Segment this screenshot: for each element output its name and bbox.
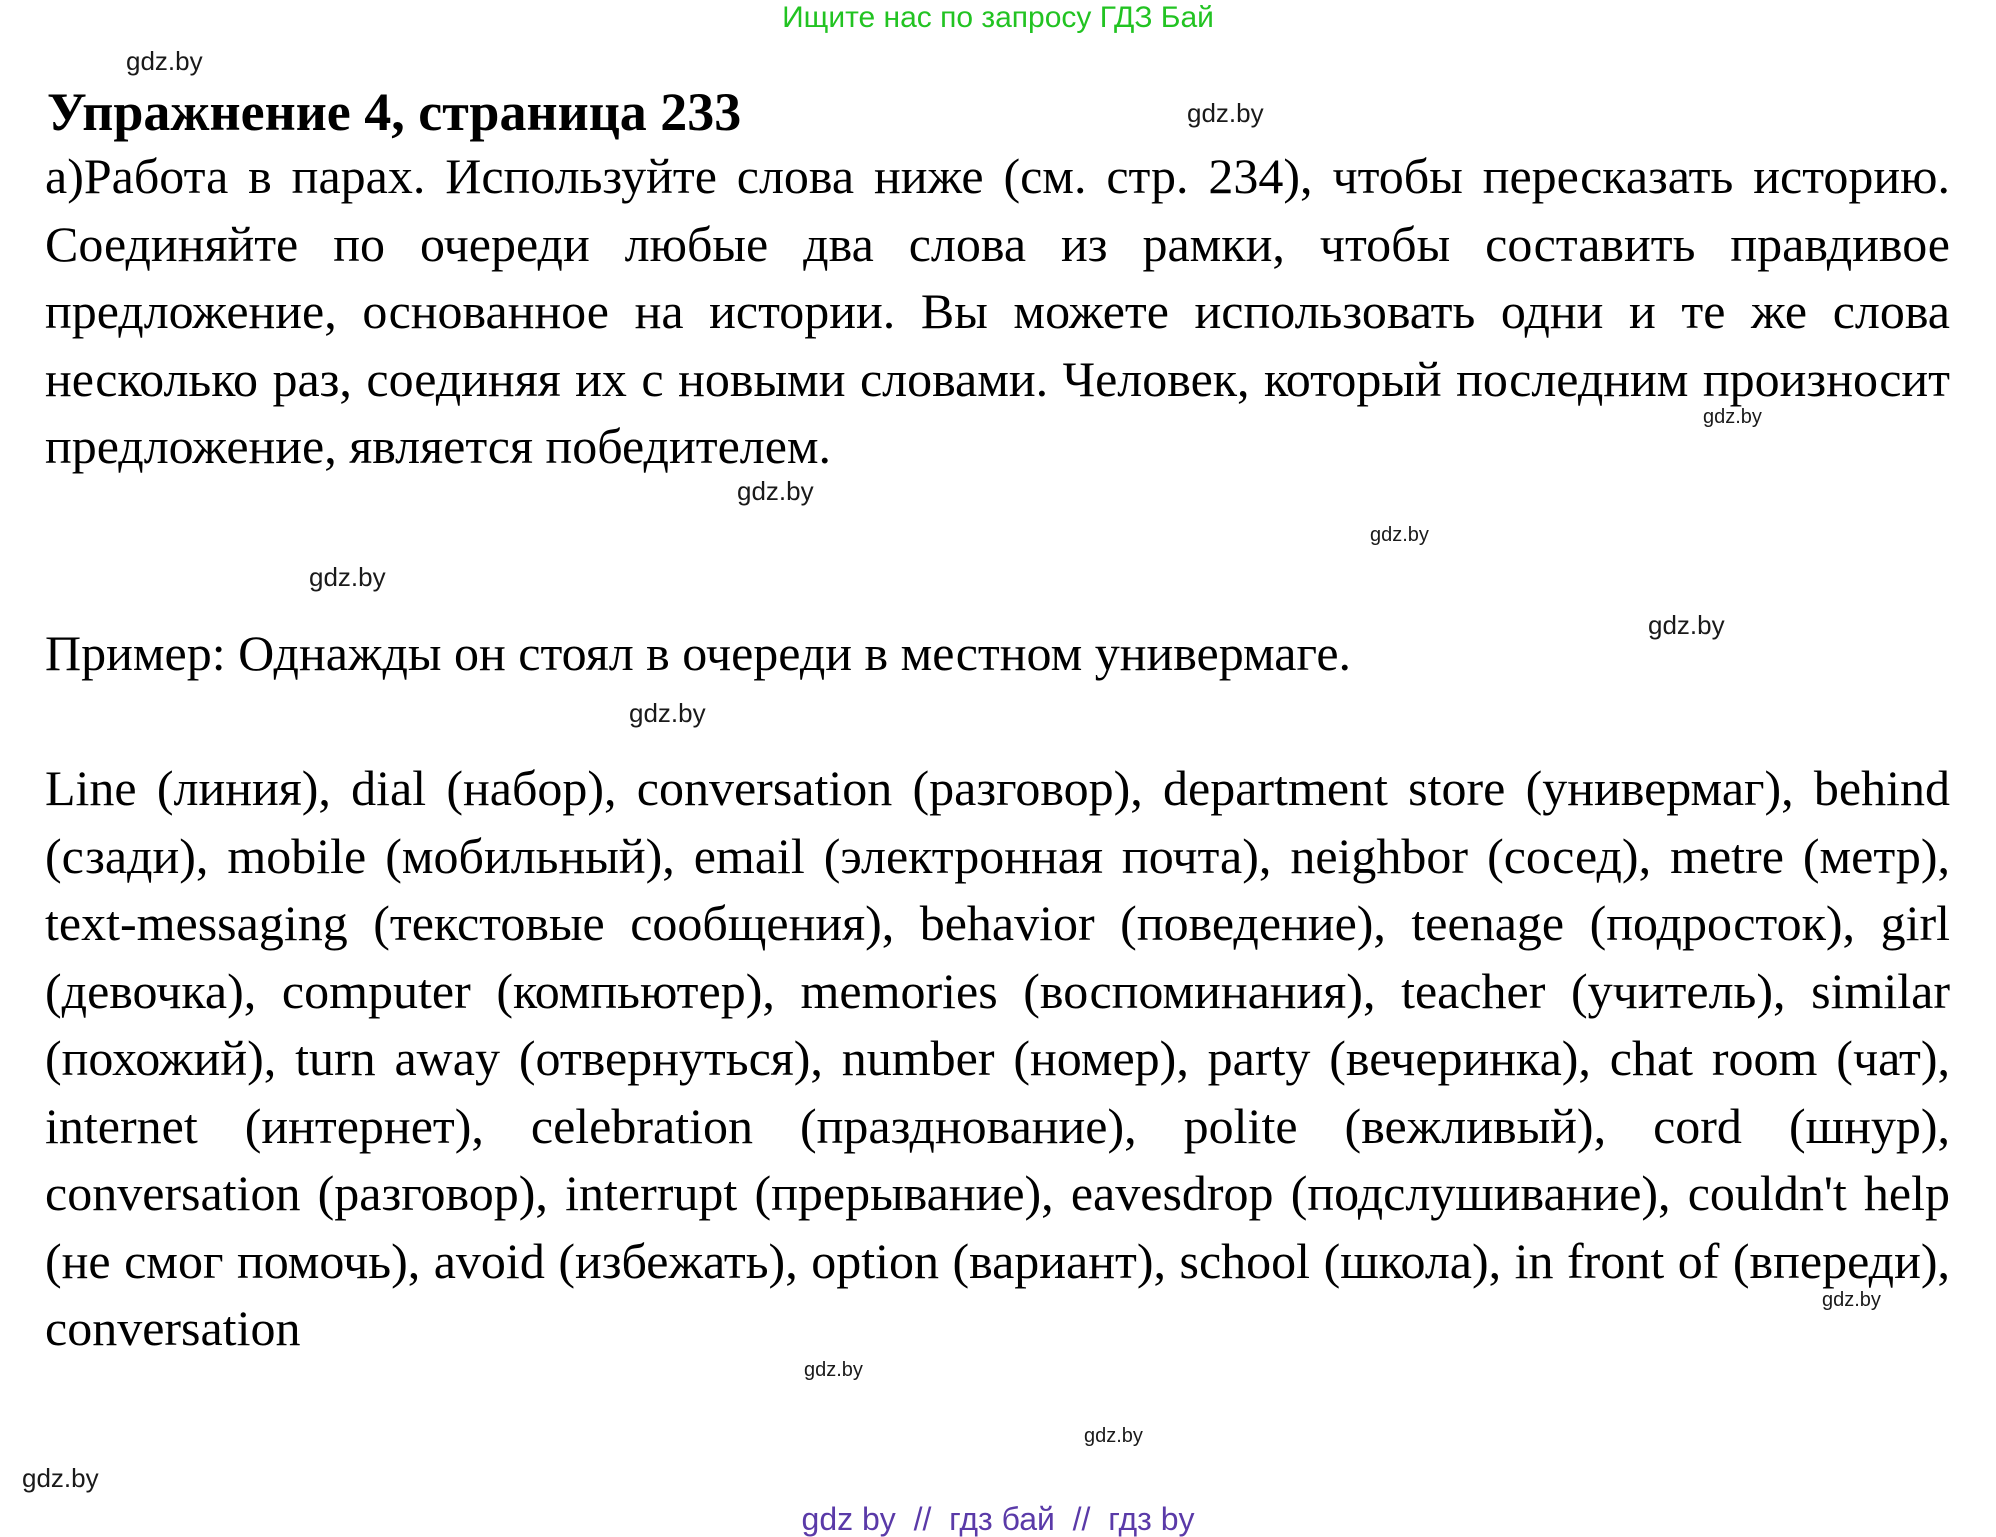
search-hint-banner: Ищите нас по запросу ГДЗ Бай	[782, 1, 1214, 34]
watermark: gdz.by	[126, 46, 203, 76]
watermark: gdz.by	[1187, 98, 1264, 128]
watermark: gdz.by	[1648, 610, 1725, 640]
watermark: gdz.by	[1084, 1425, 1143, 1447]
exercise-title: Упражнение 4, страница 233	[47, 82, 742, 142]
watermark: gdz.by	[1370, 524, 1429, 546]
footer-links: gdz by // гдз бай // гдз by	[801, 1501, 1195, 1537]
watermark: gdz.by	[309, 562, 386, 592]
watermark: gdz.by	[1822, 1289, 1881, 1311]
vocabulary-list: Line (линия), dial (набор), conversation (разговор), department store (универмаг), behind (сзади), mobile (мобильный), email (электронная почта), neighbor (сосед), metre (метр), text-messaging (текстовые сообщения), behavior (поведение), teenage (подросток), girl (девочка), computer (компьютер), memories (воспоминания), teacher (учитель), similar (похожий), turn away (отвернуться), number (номер), party (вечеринка), chat room (чат), internet (интернет), celebration (празднование), polite (вежливый), cord (шнур), conversation (разговор), interrupt (прерывание), eavesdrop (подслушивание), couldn't help (не смог помочь), avoid (избежать), option (вариант), school (школа), in front of (впереди), conversation	[45, 760, 1950, 1356]
task-paragraph: а)Работа в парах. Используйте слова ниже (см. стр. 234), чтобы пересказать историю. Соединяйте по очереди любые два слова из рамки, чтобы составить правдивое предложение, основанное на истории. Вы можете использовать одни и те же слова несколько раз, соединяя их с новыми словами. Человек, который последним произносит предложение, является победителем.	[45, 148, 1950, 474]
watermark: gdz.by	[804, 1359, 863, 1381]
watermark: gdz.by	[737, 476, 814, 506]
watermark: gdz.by	[22, 1463, 99, 1493]
example-sentence: Пример: Однажды он стоял в очереди в местном универмаге.	[45, 625, 1352, 681]
watermark: gdz.by	[629, 698, 706, 728]
watermark: gdz.by	[1703, 406, 1762, 428]
